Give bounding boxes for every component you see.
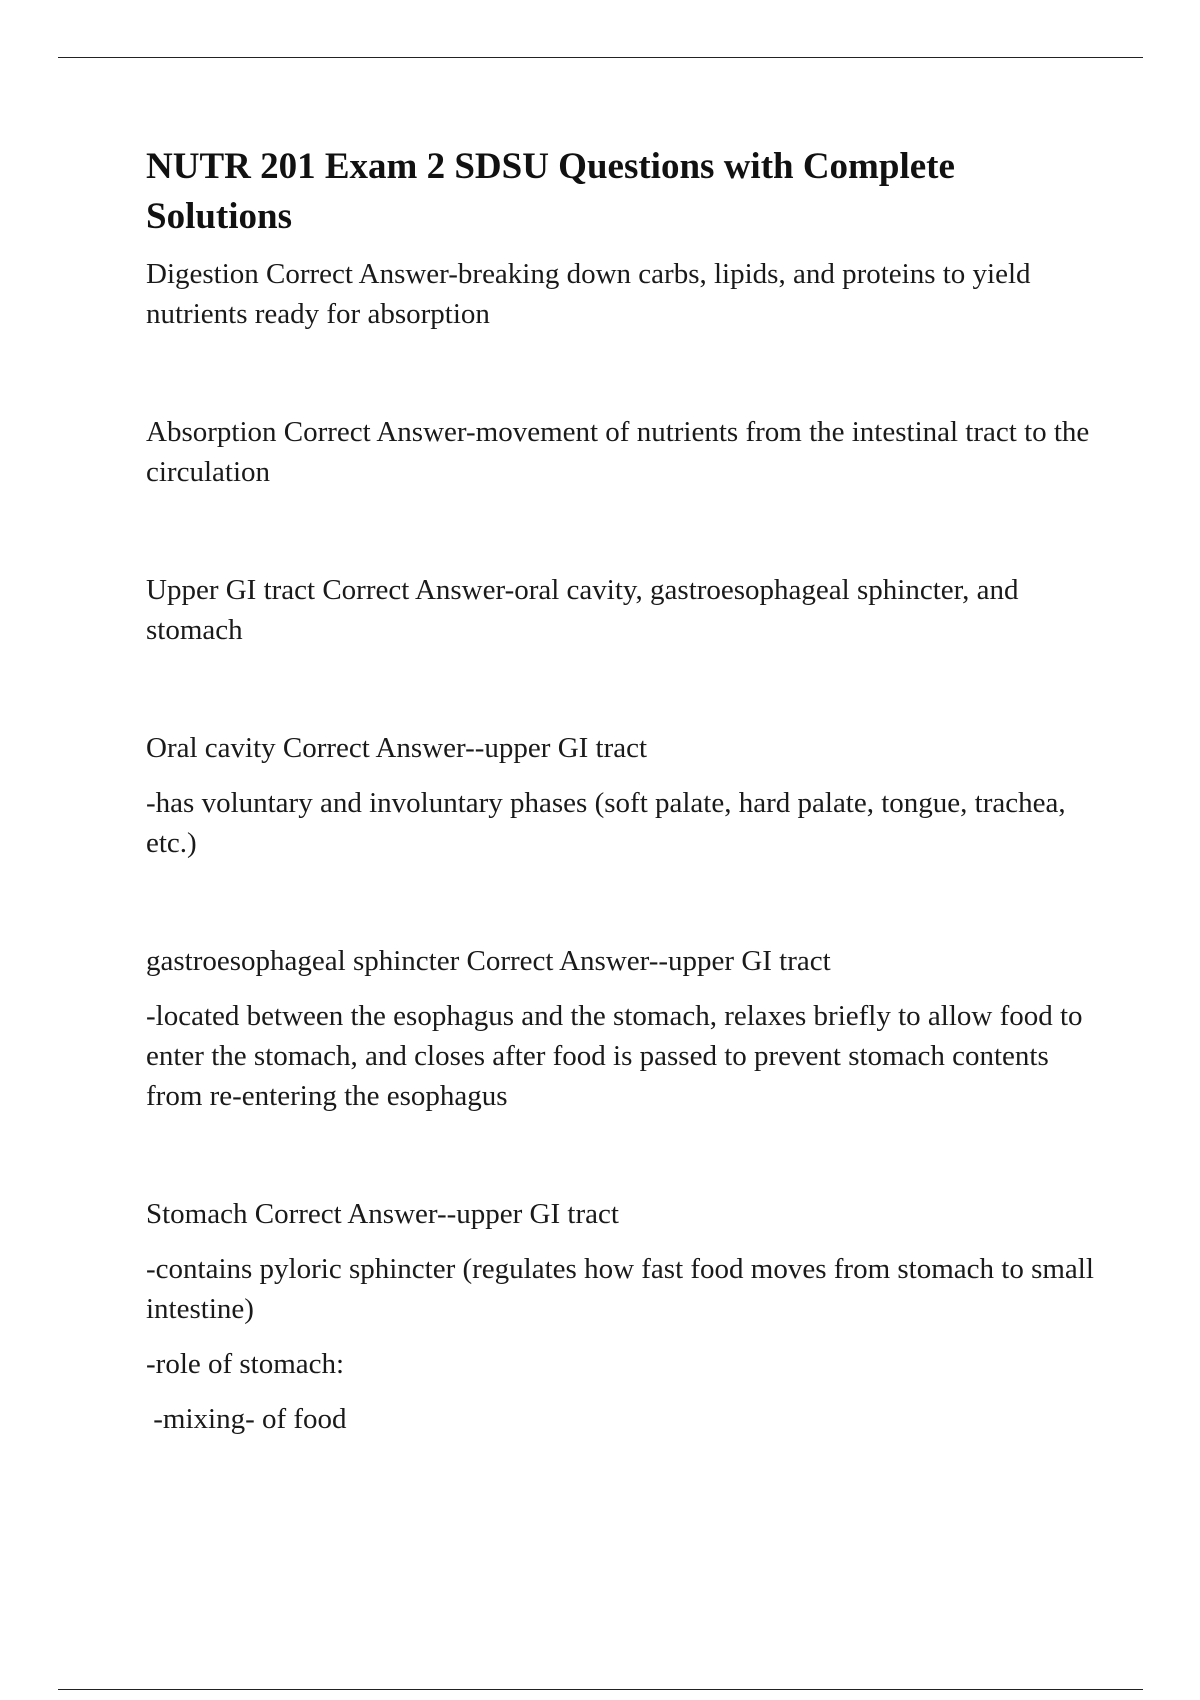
entry-detail: -role of stomach: (146, 1348, 345, 1380)
header-rule (58, 57, 1143, 58)
entry-text: Oral cavity Correct Answer--upper GI tract (146, 732, 648, 764)
entry-detail: -mixing- of food (146, 1403, 347, 1435)
document-title: NUTR 201 Exam 2 SDSU Questions with Complete Solutions (146, 146, 955, 237)
entry-detail: -has voluntary and involuntary phases (soft palate, hard palate, tongue, trachea, etc.) (146, 787, 1066, 859)
entry-text: gastroesophageal sphincter Correct Answer--upper GI tract (146, 945, 831, 977)
entry-upper-gi-tract (146, 570, 1101, 650)
entry-gastroesophageal-sphincter (146, 941, 1101, 1116)
footer-rule (58, 1689, 1143, 1690)
entry-oral-cavity (146, 728, 1101, 863)
entry-detail: -located between the esophagus and the stomach, relaxes briefly to allow food to enter the stomach, and closes after food is passed to prevent stomach contents from re-entering the esophagus (146, 1000, 1083, 1112)
entry-absorption (146, 412, 1101, 492)
entry-text: Absorption Correct Answer-movement of nutrients from the intestinal tract to the circulation (146, 416, 1090, 488)
entry-digestion (146, 254, 1101, 334)
entry-text: Stomach Correct Answer--upper GI tract (146, 1198, 619, 1230)
entry-stomach (146, 1194, 1101, 1439)
entry-text: Upper GI tract Correct Answer-oral cavity, gastroesophageal sphincter, and stomach (146, 574, 1019, 646)
entry-text: Digestion Correct Answer-breaking down carbs, lipids, and proteins to yield nutrients ready for absorption (146, 258, 1031, 330)
entry-detail: -contains pyloric sphincter (regulates how fast food moves from stomach to small intestine) (146, 1253, 1094, 1325)
document-body (146, 142, 1101, 1517)
